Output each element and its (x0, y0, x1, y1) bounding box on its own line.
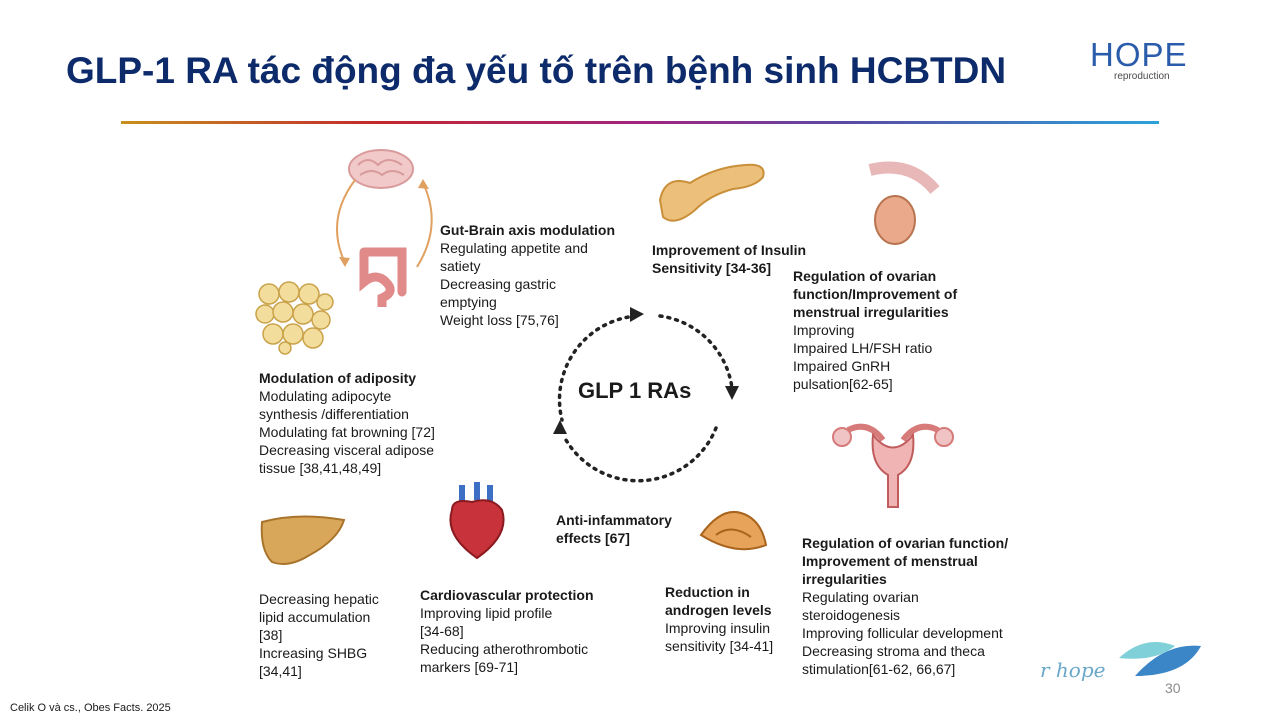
uterus-icon (828, 415, 958, 510)
slide-title: GLP-1 RA tác động đa yếu tố trên bệnh sinh HCBTDN (66, 50, 1007, 91)
insulin-heading: Improvement of Insulin (652, 242, 807, 258)
androgen-line: Improving insulin (665, 620, 771, 636)
ovary-icon (850, 160, 945, 250)
insulin-block (652, 241, 806, 277)
ovarian2-line: steroidogenesis (802, 607, 901, 623)
gut-brain-line: Weight loss [75,76] (440, 312, 559, 328)
hepatic-line: [34,41] (259, 663, 302, 679)
page-number: 30 (1165, 680, 1181, 696)
cardio-block (420, 586, 594, 676)
hepatic-block (259, 590, 379, 680)
heart-icon (442, 480, 512, 560)
hepatic-line: lipid accumulation (259, 609, 371, 625)
logo-subtitle: reproduction (1114, 71, 1170, 82)
ovarian2-heading: irregularities (802, 571, 887, 587)
anti-inflammatory-block (556, 511, 672, 547)
logo-text: HOPE (1090, 36, 1188, 73)
ovarian2-line: Regulating ovarian (802, 589, 919, 605)
gut-brain-line: Decreasing gastric (440, 276, 556, 292)
hepatic-line: Decreasing hepatic (259, 591, 379, 607)
gut-brain-block (440, 221, 615, 329)
adiposity-heading: Modulation of adiposity (259, 370, 417, 386)
ovarian1-line: Impaired LH/FSH ratio (793, 340, 933, 356)
citation: Celik O và cs., Obes Facts. 2025 (10, 702, 171, 714)
liver-icon (258, 510, 348, 570)
adiposity-line: Decreasing visceral adipose (259, 442, 435, 458)
leaf-logo-icon (1115, 632, 1205, 682)
gut-brain-line: Regulating appetite and (440, 240, 588, 256)
cardio-line: markers [69-71] (420, 659, 519, 675)
ovarian2-heading: Improvement of menstrual (802, 553, 978, 569)
ovarian2-line: stimulation[61-62, 66,67] (802, 661, 956, 677)
ovarian2-heading: Regulation of ovarian function/ (802, 535, 1009, 551)
ovarian1-line: Impaired GnRH (793, 358, 891, 374)
cardio-heading: Cardiovascular protection (420, 587, 594, 603)
ovarian2-line: Decreasing stroma and theca (802, 643, 985, 659)
footer-script-text: r hope (1040, 658, 1106, 682)
adiposity-line: synthesis /differentiation (259, 406, 409, 422)
hepatic-line: Increasing SHBG (259, 645, 368, 661)
title-gradient-rule (121, 121, 1159, 124)
gut-brain-line: emptying (440, 294, 497, 310)
cardio-line: Reducing atherothrombotic (420, 641, 589, 657)
center-label: GLP 1 RAs (578, 378, 692, 403)
cardio-line: [34-68] (420, 623, 464, 639)
gut-brain-heading: Gut-Brain axis modulation (440, 222, 616, 238)
anti-inflammatory-heading: Anti-infammatory (556, 512, 672, 528)
ovarian2-line: Improving follicular development (802, 625, 1003, 641)
pancreas-icon (655, 155, 770, 230)
androgen-heading: androgen levels (665, 602, 772, 618)
adipose-tissue-icon (255, 280, 335, 355)
androgen-line: sensitivity [34-41] (665, 638, 774, 654)
adiposity-line: Modulating fat browning [72] (259, 424, 435, 440)
androgen-heading: Reduction in (665, 584, 750, 600)
hepatic-line: [38] (259, 627, 283, 643)
ovarian-regulation-block-1 (793, 267, 957, 393)
gut-brain-line: satiety (440, 258, 481, 274)
hope-logo (1090, 36, 1210, 86)
adiposity-block (259, 369, 435, 477)
adiposity-line: Modulating adipocyte (259, 388, 392, 404)
ovarian1-heading: menstrual irregularities (793, 304, 949, 320)
androgen-block (665, 583, 773, 655)
ovarian1-line: pulsation[62-65] (793, 376, 893, 392)
ovarian1-heading: function/Improvement of (793, 286, 958, 302)
anti-inflammatory-heading: effects [67] (556, 530, 630, 546)
cardio-line: Improving lipid profile (420, 605, 553, 621)
gut-brain-cycle-arrows (325, 175, 445, 275)
adrenal-gland-icon (696, 505, 771, 560)
insulin-heading: Sensitivity [34-36] (652, 260, 772, 276)
ovarian-regulation-block-2 (802, 534, 1008, 678)
ovarian1-heading: Regulation of ovarian (793, 268, 937, 284)
adiposity-line: tissue [38,41,48,49] (259, 460, 382, 476)
ovarian1-line: Improving (793, 322, 855, 338)
